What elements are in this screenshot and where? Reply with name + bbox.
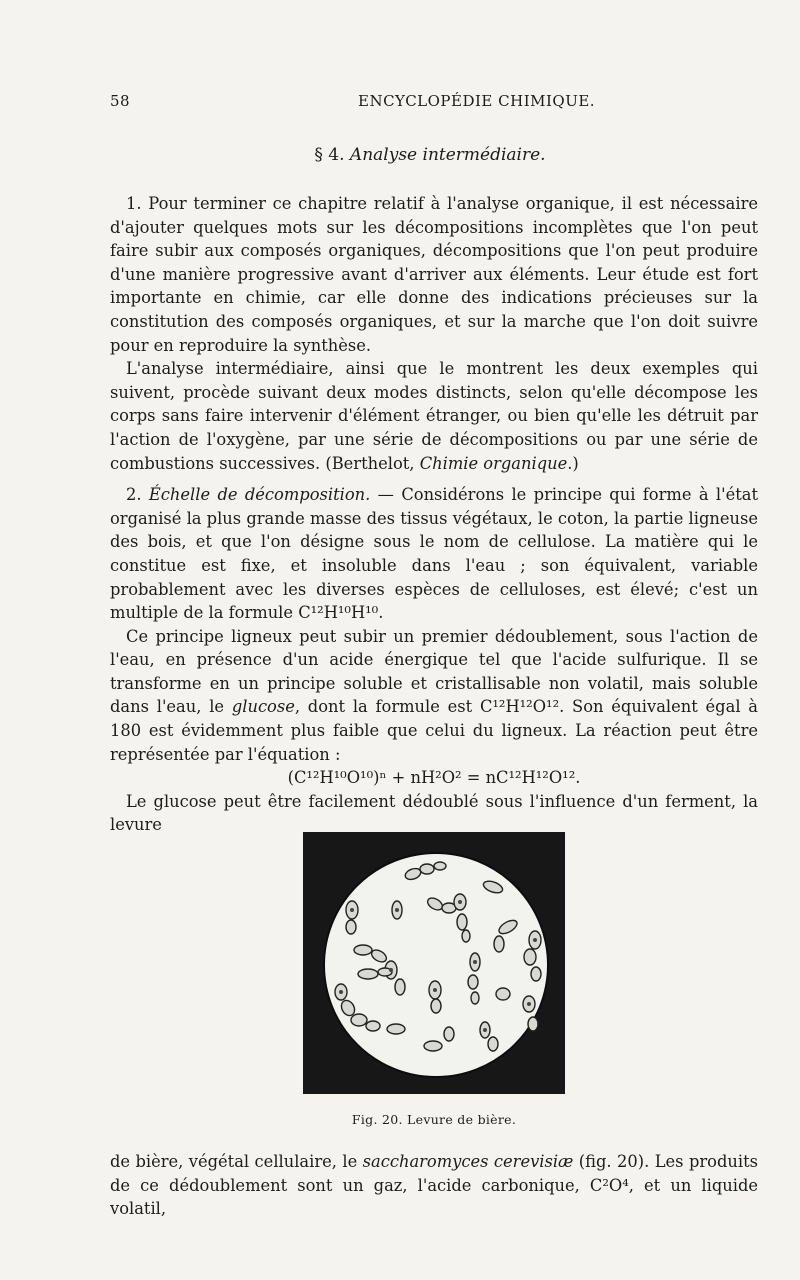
page-number: 58 bbox=[110, 92, 131, 110]
continuation-paragraph bbox=[110, 1150, 758, 1221]
section-heading bbox=[110, 145, 750, 165]
term-glucose: glucose bbox=[231, 697, 295, 717]
paragraph-number: 2. bbox=[126, 485, 142, 505]
page-header bbox=[110, 92, 750, 116]
paragraph-text: , dont la formule est C¹²H¹²O¹². Son équivalent égal à 180 est évidemment plus faible que celui du ligneux. La réaction peut être représentée par l'équation : bbox=[110, 697, 758, 764]
yeast-figure bbox=[303, 832, 565, 1094]
paragraph-text: de bière, végétal cellulaire, le bbox=[110, 1152, 358, 1171]
section-mark: § 4. bbox=[314, 145, 345, 165]
paragraph-2 bbox=[110, 483, 758, 625]
paragraph-title: Échelle de décomposition. bbox=[148, 485, 371, 505]
paragraph-number: 1. bbox=[126, 194, 142, 213]
paragraph-3 bbox=[110, 625, 758, 767]
citation-end: .) bbox=[567, 453, 579, 473]
yeast-microscope-illustration bbox=[303, 832, 565, 1094]
citation-title: Chimie organique bbox=[419, 453, 568, 473]
paragraph-text: (fig. 20). Les produits de ce dédoublement sont un gaz, l'acide carbonique, C²O⁴, et un liquide volatil, bbox=[110, 1152, 758, 1219]
main-text bbox=[110, 192, 758, 837]
paragraph-text: — Considérons le principe qui forme à l'état organisé la plus grande masse des tissus végétaux, le coton, la partie ligneuse des bois, et que l'on désigne sous le nom de cellulose. La matière qui le constitue est fixe, et insoluble dans l'eau ; son équivalent, variable probablement avec les diverses espèces de celluloses, est élevé; c'est un multiple de la formule C¹²H¹⁰H¹⁰. bbox=[110, 485, 759, 623]
equation: (C¹²H¹⁰O¹⁰)ⁿ + nH²O² = nC¹²H¹²O¹². bbox=[287, 768, 581, 788]
paragraph-1 bbox=[110, 192, 758, 357]
section-title: Analyse intermédiaire. bbox=[349, 145, 546, 165]
running-title: ENCYCLOPÉDIE CHIMIQUE. bbox=[358, 92, 596, 110]
term-saccharomyces: saccharomyces cerevisiæ bbox=[362, 1152, 574, 1171]
paragraph-text: Ce principe ligneux peut subir un premier dédoublement, sous l'action de l'eau, en présence d'un acide énergique tel que l'acide sulfurique. Il se transforme en un principe soluble et cristallisable non volatil, mais soluble dans l'eau, le bbox=[110, 626, 758, 717]
paragraph-1b bbox=[110, 357, 758, 475]
paragraph-text: Pour terminer ce chapitre relatif à l'analyse organique, il est nécessaire d'ajouter quelques mots sur les décompositions incomplètes que l'on peut faire subir aux composés organiques, décompositions que l'on peut produire d'une manière progressive avant d'arriver aux éléments. Leur étude est fort importante en chimie, car elle donne des indications précieuses sur la constitution des composés organiques, et sur la marche que l'on doit suivre pour en reproduire la synthèse. bbox=[110, 194, 758, 355]
paragraph-4: Le glucose peut être facilement dédoublé sous l'influence d'un ferment, la levure bbox=[110, 791, 758, 835]
continuation-text bbox=[110, 1150, 758, 1221]
figure-caption: Fig. 20. Levure de bière. bbox=[351, 1112, 517, 1127]
paragraph-text: L'analyse intermédiaire, ainsi que le montrent les deux exemples qui suivent, procède suivant deux modes distincts, selon qu'elle décompose les corps sans faire intervenir d'élément étranger, ou bien qu'elle les détruit par l'action de l'oxygène, par une série de décompositions ou par une série de combustions successives. (Berthelot, bbox=[110, 359, 758, 473]
